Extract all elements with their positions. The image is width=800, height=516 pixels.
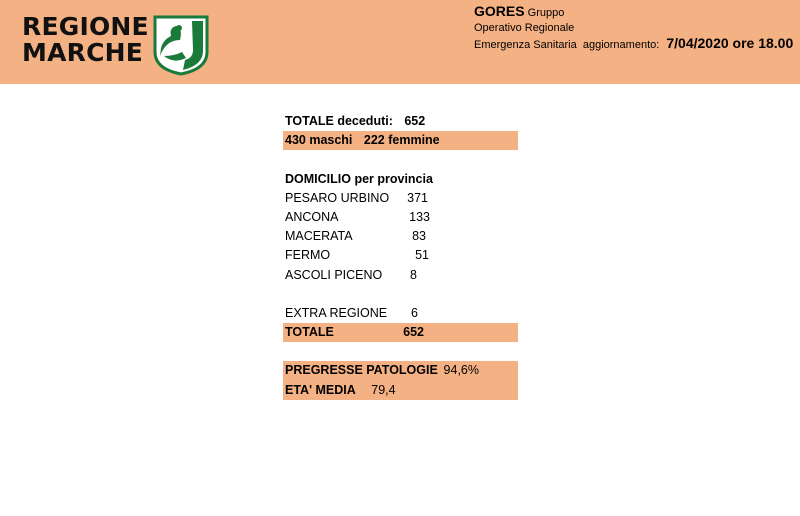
province-row (283, 227, 518, 246)
province-row (283, 189, 518, 208)
province-value: 51 (415, 248, 429, 263)
females-count: 222 femmine (363, 133, 440, 148)
group-line-2: Operativo Regionale (474, 22, 575, 34)
domicile-total-value: 652 (403, 325, 424, 340)
group-name: GORES (474, 3, 525, 19)
province-name: MACERATA (285, 229, 353, 244)
males-count: 430 maschi (285, 133, 353, 148)
header-bar (0, 0, 800, 84)
update-label: aggiornamento: (582, 39, 660, 51)
extra-region-value: 6 (411, 305, 418, 320)
total-deaths-label: TOTALE deceduti: (285, 114, 393, 128)
average-age-value: 79,4 (371, 382, 396, 397)
average-age-label: ETA' MEDIA (285, 382, 356, 397)
marche-emblem-icon (152, 14, 210, 76)
pathology-value: 94,6% (443, 363, 479, 378)
province-value: 371 (407, 190, 428, 205)
logo-line-1: REGIONE (22, 12, 149, 41)
deaths-report (283, 112, 518, 400)
pathology-row (283, 361, 518, 380)
group-line-3: Emergenza Sanitaria (474, 39, 577, 51)
domicile-total-row (283, 323, 518, 342)
extra-region-row (283, 304, 518, 323)
total-deaths-row (283, 112, 518, 131)
average-age-row (283, 381, 518, 400)
group-suffix: Gruppo (527, 7, 565, 19)
province-row (283, 266, 518, 285)
domicile-total-label: TOTALE (285, 325, 334, 340)
update-date: 7/04/2020 ore 18.00 (666, 35, 794, 51)
province-name: PESARO URBINO (285, 190, 390, 205)
province-value: 133 (409, 209, 430, 224)
extra-region-label: EXTRA REGIONE (285, 305, 388, 320)
total-deaths-value: 652 (404, 114, 426, 128)
province-row (283, 208, 518, 227)
gores-info (474, 4, 793, 53)
pathology-label: PREGRESSE PATOLOGIE (285, 363, 438, 378)
region-logo-text (22, 14, 149, 66)
province-name: FERMO (285, 248, 331, 263)
domicile-title: DOMICILIO per provincia (285, 171, 433, 186)
logo-line-2: MARCHE (22, 38, 144, 67)
province-row (283, 246, 518, 265)
province-value: 83 (412, 229, 426, 244)
province-value: 8 (410, 267, 417, 282)
province-name: ANCONA (285, 209, 339, 224)
gender-row (283, 131, 518, 150)
province-name: ASCOLI PICENO (285, 267, 383, 282)
